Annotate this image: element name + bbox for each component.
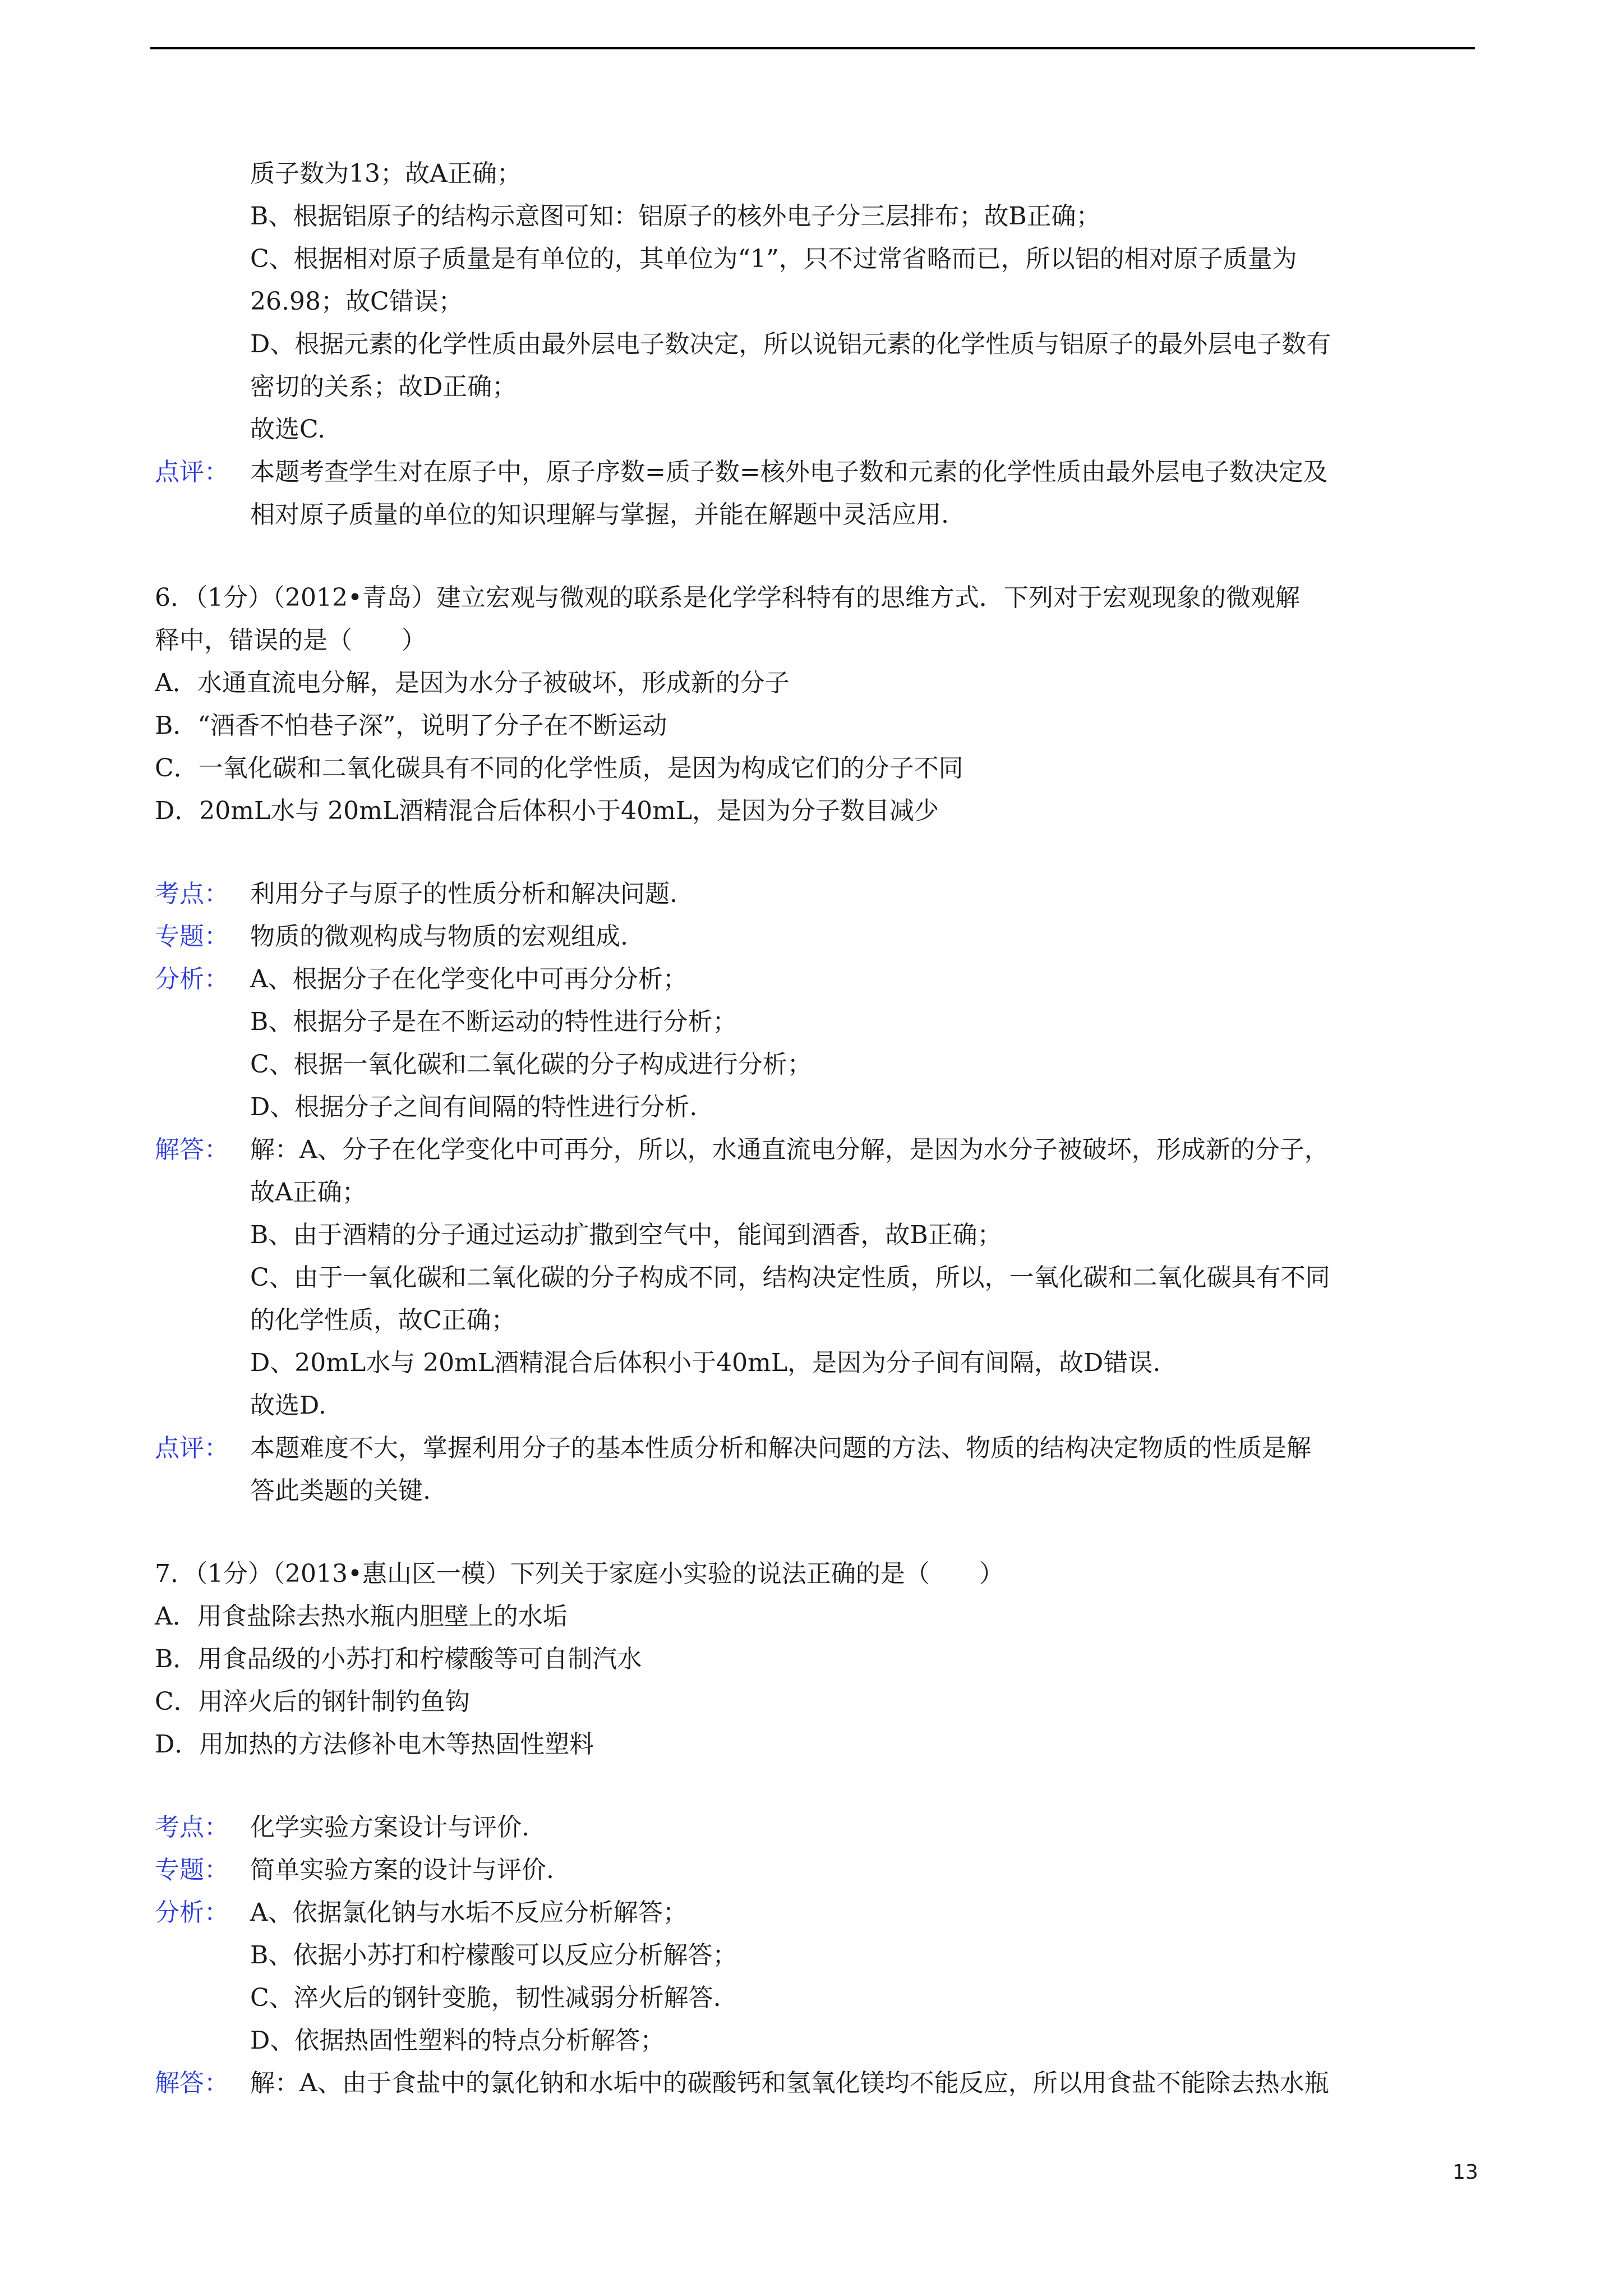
page-number: 13 [1453,2161,1478,2184]
dianping-line: 本题难度不大，掌握利用分子的基本性质分析和解决问题的方法、物质的结构决定物质的性质是解 [250,1434,1311,1462]
fenxi-line: B、依据小苏打和柠檬酸可以反应分析解答； [250,1941,737,1970]
kaodian-text: 化学实验方案设计与评价. [250,1813,529,1842]
kaodian-label: 考点： [155,880,229,908]
question-6-stem: 释中，错误的是（ ） [155,626,426,655]
question-7-option-a: A．用食盐除去热水瓶内胆壁上的水垢 [155,1602,568,1631]
jieda-line: D、20mL水与 20mL酒精混合后体积小于40mL，是因为分子间有间隔，故D错误. [250,1349,1161,1377]
question-6-stem: 6．（1分）（2012•青岛）建立宏观与微观的联系是化学学科特有的思维方式．下列对于宏观现象的微观解 [155,583,1300,612]
jieda-line: C、由于一氧化碳和二氧化碳的分子构成不同，结构决定性质，所以，一氧化碳和二氧化碳具有不同 [250,1263,1330,1292]
jieda-line: 解：A、分子在化学变化中可再分，所以，水通直流电分解，是因为水分子被破坏，形成新的分子， [250,1135,1329,1164]
question-7-option-d: D．用加热的方法修补电木等热固性塑料 [155,1730,594,1759]
question-7-option-b: B．用食品级的小苏打和柠檬酸等可自制汽水 [155,1645,642,1673]
zhuanti-label: 专题： [155,922,229,951]
fenxi-line: A、根据分子在化学变化中可再分分析； [250,965,688,993]
fenxi-label: 分析： [155,1898,229,1927]
kaodian-label: 考点： [155,1813,229,1842]
dianping-line: 答此类题的关键. [250,1476,431,1505]
question-7-stem: 7．（1分）（2013•惠山区一模）下列关于家庭小实验的说法正确的是（ ） [155,1559,1004,1588]
question-7-option-c: C．用淬火后的钢针制钓鱼钩 [155,1687,470,1716]
jieda-line: 的化学性质，故C正确； [250,1306,516,1335]
answer-line: B、根据铝原子的结构示意图可知：铝原子的核外电子分三层排布；故B正确； [250,202,1101,231]
fenxi-line: C、根据一氧化碳和二氧化碳的分子构成进行分析； [250,1050,812,1079]
fenxi-label: 分析： [155,965,229,993]
fenxi-line: C、淬火后的钢针变脆，韧性减弱分析解答. [250,1984,721,2012]
jieda-line: 解：A、由于食盐中的氯化钠和水垢中的碳酸钙和氢氧化镁均不能反应，所以用食盐不能除去热水瓶 [250,2069,1329,2097]
question-6-option-c: C．一氧化碳和二氧化碳具有不同的化学性质，是因为构成它们的分子不同 [155,754,963,783]
zhuanti-label: 专题： [155,1856,229,1884]
zhuanti-text: 物质的微观构成与物质的宏观组成. [250,922,628,951]
answer-line: 密切的关系；故D正确； [250,372,517,401]
comment-label: 点评： [155,458,229,486]
jieda-line: B、由于酒精的分子通过运动扩撒到空气中，能闻到酒香，故B正确； [250,1221,1002,1249]
fenxi-line: B、根据分子是在不断运动的特性进行分析； [250,1007,737,1036]
comment-line: 相对原子质量的单位的知识理解与掌握，并能在解题中灵活应用. [250,500,949,529]
jieda-label: 解答： [155,2069,229,2097]
jieda-line: 故A正确； [250,1178,367,1207]
answer-line: 26.98；故C错误； [250,287,463,316]
jieda-label: 解答： [155,1135,229,1164]
question-6-option-a: A．水通直流电分解，是因为水分子被破坏，形成新的分子 [155,669,790,697]
fenxi-line: A、依据氯化钠与水垢不反应分析解答； [250,1898,688,1927]
answer-line: D、根据元素的化学性质由最外层电子数决定，所以说铝元素的化学性质与铝原子的最外层电子数有 [250,330,1331,358]
fenxi-line: D、依据热固性塑料的特点分析解答； [250,2026,665,2055]
dianping-label: 点评： [155,1434,229,1462]
question-6-option-b: B．“酒香不怕巷子深”，说明了分子在不断运动 [155,711,667,740]
comment-line: 本题考查学生对在原子中，原子序数=质子数=核外电子数和元素的化学性质由最外层电子数决定及 [250,458,1328,486]
answer-line: 故选C. [250,415,326,444]
header-rule [150,47,1475,49]
jieda-line: 故选D. [250,1391,326,1420]
answer-line: C、根据相对原子质量是有单位的，其单位为“1”，只不过常省略而已，所以铝的相对原子质量为 [250,245,1297,273]
answer-line: 质子数为13；故A正确； [250,159,522,188]
question-6-option-d: D．20mL水与 20mL酒精混合后体积小于40mL，是因为分子数目减少 [155,797,939,825]
zhuanti-text: 简单实验方案的设计与评价. [250,1856,554,1884]
kaodian-text: 利用分子与原子的性质分析和解决问题. [250,880,677,908]
fenxi-line: D、根据分子之间有间隔的特性进行分析. [250,1093,698,1121]
